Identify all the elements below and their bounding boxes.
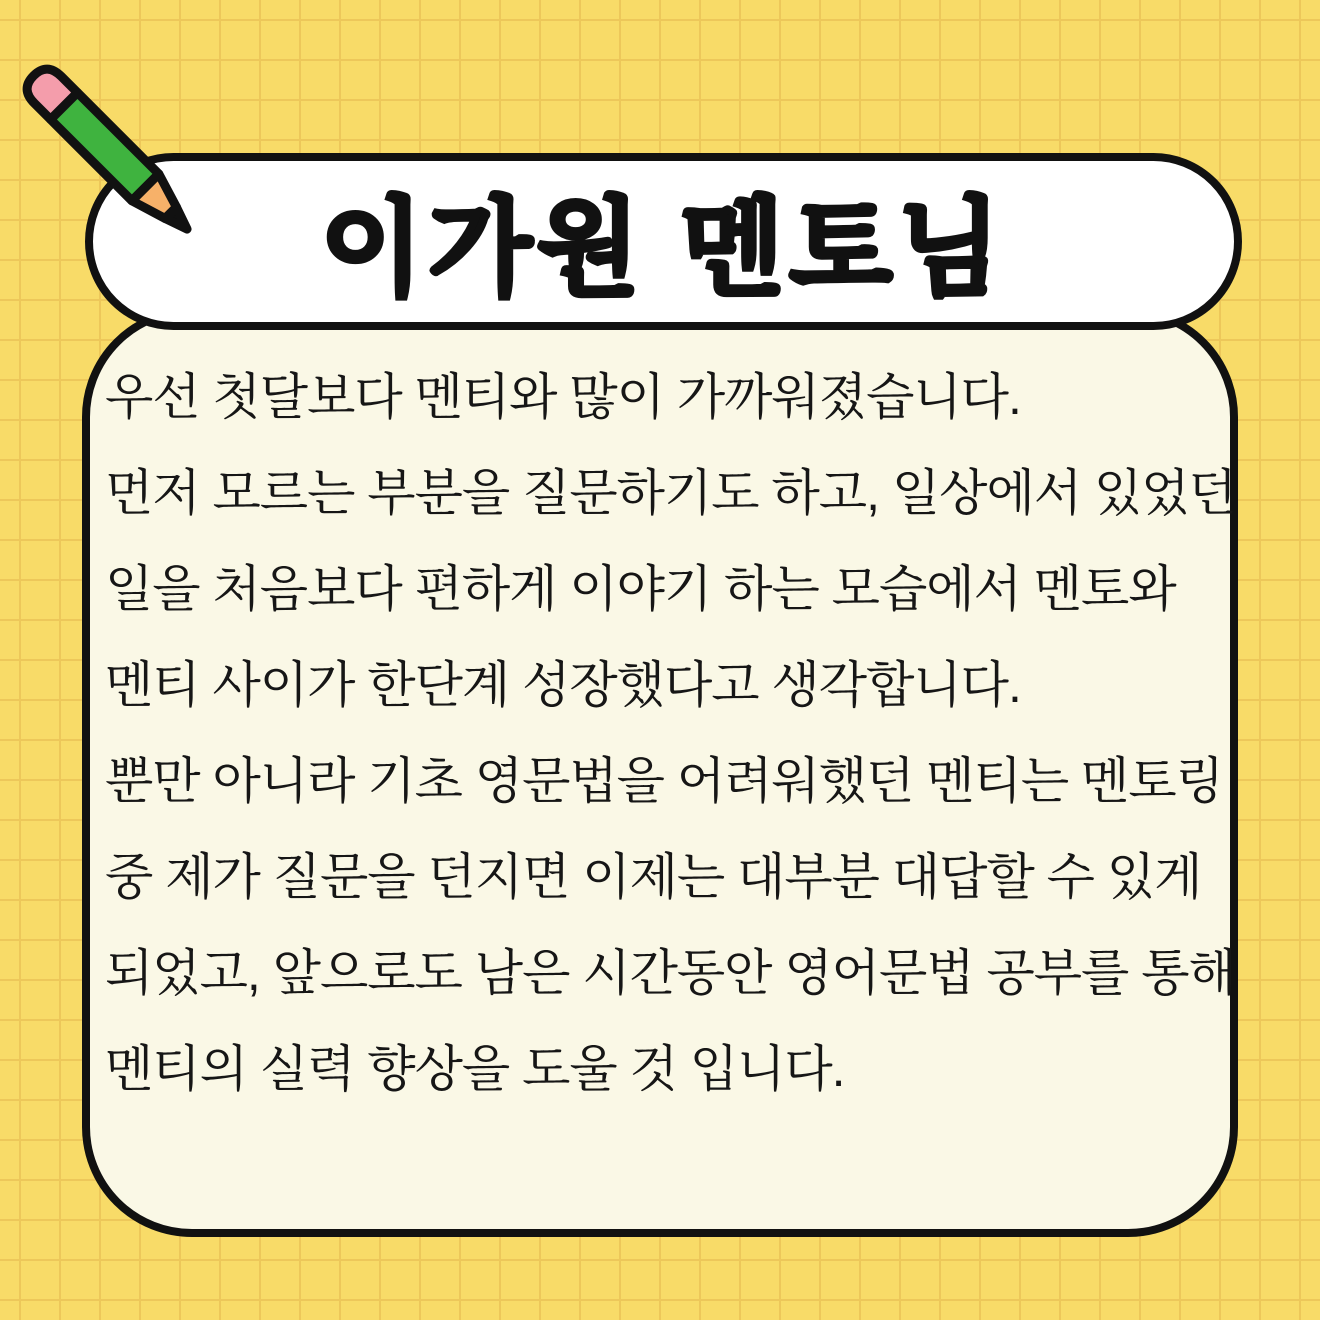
testimonial-line: 중 제가 질문을 던지면 이제는 대부분 대답할 수 있게 <box>105 849 1202 905</box>
testimonial-line: 멘티 사이가 한단계 성장했다고 생각합니다. <box>105 657 1021 713</box>
testimonial-card <box>82 307 1238 1237</box>
testimonial-text <box>105 345 1236 1113</box>
mentor-name-title: 이가원 멘토님 <box>320 189 1007 308</box>
testimonial-line: 멘티의 실력 향상을 도울 것 입니다. <box>105 1041 845 1097</box>
testimonial-line: 뿐만 아니라 기초 영문법을 어려워했던 멘티는 멘토링 <box>105 753 1223 809</box>
testimonial-line: 일을 처음보다 편하게 이야기 하는 모습에서 멘토와 <box>105 561 1176 617</box>
pencil-nib <box>165 207 193 235</box>
pencil-icon <box>0 2 260 302</box>
testimonial-line: 먼저 모르는 부분을 질문하기도 하고, 일상에서 있었던 <box>105 465 1236 521</box>
testimonial-line: 우선 첫달보다 멘티와 많이 가까워졌습니다. <box>105 369 1021 425</box>
testimonial-line: 되었고, 앞으로도 남은 시간동안 영어문법 공부를 통해 <box>105 945 1236 1001</box>
